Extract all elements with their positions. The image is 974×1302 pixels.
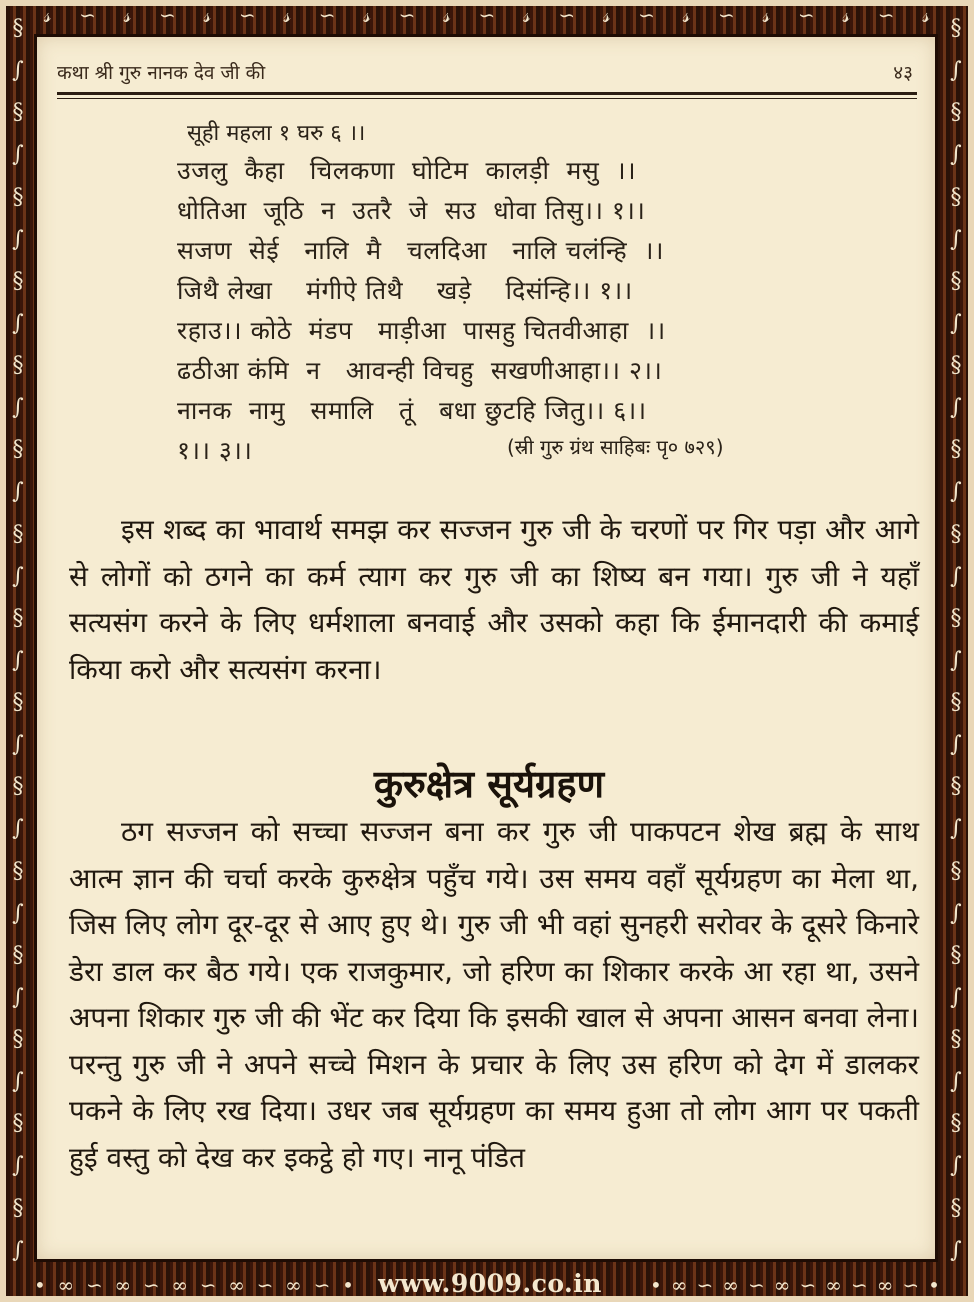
paragraph-text: इस शब्द का भावार्थ समझ कर सज्जन गुरु जी के चरणों पर गिर पड़ा और आगे से लोगों को ठगने का कर्म त्याग कर गुरु जी का शिष्य बन गया। गुरु जी ने यहाँ सत्यसंग करने के लिए धर्मशाला बनवाई और उसको कहा कि ईमानदारी की कमाई किया करो और सत्यसंग करना। bbox=[69, 513, 919, 686]
paragraph-text: ठग सज्जन को सच्चा सज्जन बना कर गुरु जी पाकपटन शेख ब्रह्म के साथ आत्म ज्ञान की चर्चा करके कुरुक्षेत्र पहुँच गये। उस समय वहाँ सूर्यग्रहण का मेला था, जिस लिए लोग दूर-दूर से आए हुए थे। गुरु जी भी वहां सुनहरी सरोवर के दूसरे किनारे डेरा डाल कर बैठ गये। एक राजकुमार, जो हरिण का शिकार करके आ रहा था, उसने अपना शिकार गुरु जी की भेंट कर दिया कि इसकी खाल से अपना आसन बनवा लेना। परन्तु गुरु जी ने अपने सच्चे मिशन के प्रचार के लिए उस हरिण को देग में डालकर पकने के लिए रख दिया। उधर जब सूर्यग्रहण का समय हुआ तो लोग आग पर पकती हुई वस्तु को देख कर इकट्ठे हो गए। नानू पंडित bbox=[69, 815, 919, 1174]
verse-line: रहाउ।। कोठे मंडप माड़ीआ पासहु चितवीआहा ।। bbox=[177, 316, 666, 345]
frame-ornament-right: § ∫ § ∫ § ∫ § ∫ § ∫ § ∫ § ∫ § ∫ § ∫ § ∫ § ∫ § ∫ § ∫ § ∫ § ∫ bbox=[950, 16, 962, 1263]
frame-ornament-bottom-right: • ∞ ∽ ∞ ∽ ∞ ∽ ∞ ∽ ∞ ∽ • bbox=[650, 1273, 940, 1297]
running-title: कथा श्री गुरु नानक देव जी की bbox=[57, 62, 266, 84]
verse-line: ढठीआ कंमि न आवन्ही विचहु सखणीआहा।। २।। bbox=[177, 356, 663, 385]
book-page bbox=[34, 34, 938, 1262]
verse-citation: (स्री गुरु ग्रंथ साहिबः पृ० ७२९) bbox=[507, 435, 724, 459]
website-url[interactable]: www.9009.co.in bbox=[378, 1269, 602, 1298]
header-rule-thin bbox=[57, 98, 917, 99]
paragraph-1 bbox=[69, 507, 919, 693]
verse-line: नानक नामु समालि तूं बधा छुटहि जितु।। ६।। bbox=[177, 396, 647, 425]
section-heading: कुरुक्षेत्र सूर्यग्रहण bbox=[373, 762, 605, 806]
verse-heading: सूही महला १ घरु ६ ।। bbox=[187, 121, 366, 146]
verse-line: जिथै लेखा मंगीऐ तिथै खड़े दिसंन्हि।। १।। bbox=[177, 276, 633, 305]
header-rule bbox=[57, 92, 917, 95]
page-header bbox=[57, 57, 917, 93]
frame-ornament-bottom-left: • ∞ ∽ ∞ ∽ ∞ ∽ ∞ ∽ ∞ ∽ • bbox=[34, 1273, 354, 1297]
verse-line: १।। ३।। bbox=[177, 436, 253, 465]
page-number: ४३ bbox=[893, 62, 913, 84]
paragraph-2 bbox=[69, 809, 919, 1181]
verse-line: धोतिआ जूठि न उतरै जे सउ धोवा तिसु।। १।। bbox=[177, 196, 646, 225]
frame-ornament-left: § ∫ § ∫ § ∫ § ∫ § ∫ § ∫ § ∫ § ∫ § ∫ § ∫ § ∫ § ∫ § ∫ § ∫ § ∫ bbox=[12, 16, 24, 1263]
frame-ornament-top: 𝓈 ∽ 𝓈 ∽ 𝓈 ∽ 𝓈 ∽ 𝓈 ∽ 𝓈 ∽ 𝓈 ∽ 𝓈 ∽ 𝓈 ∽ 𝓈 ∽ 𝓈 ∽ 𝓈 bbox=[43, 3, 930, 27]
verse-line: सजण सेई नालि मै चलदिआ नालि चलंन्हि ।। bbox=[177, 236, 664, 265]
verse-line: उजलु कैहा चिलकणा घोटिम कालड़ी मसु ।। bbox=[177, 156, 637, 185]
